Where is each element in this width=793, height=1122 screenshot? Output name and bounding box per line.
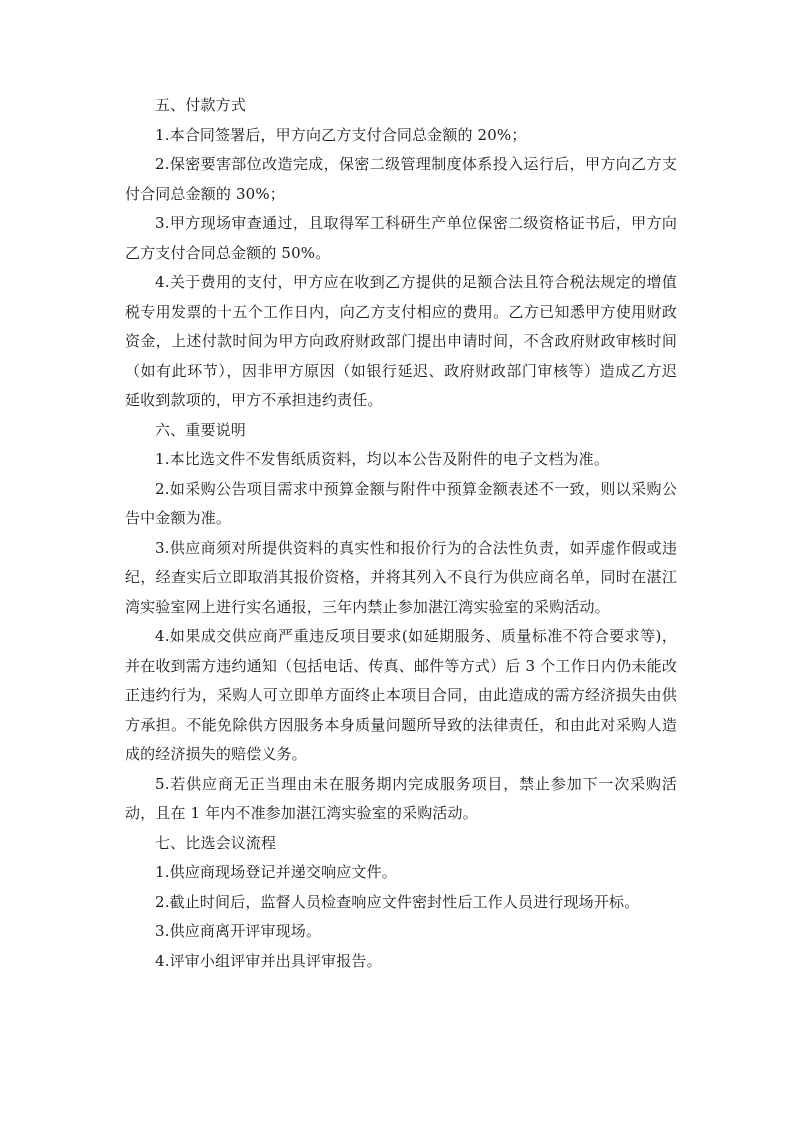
section-heading-meeting-process: 七、比选会议流程 <box>155 833 277 852</box>
section-heading-payment: 五、付款方式 <box>155 96 246 114</box>
notes-clause-3: 3.供应商须对所提供资料的真实性和报价行为的合法性负责，如弄虚作假或违纪，经查实后立即取消其报价资格，并将其列入不良行为供应商名单，同时在湛江湾实验室网上进行实名通报，三年内禁止参加湛江湾实验室的采购活动。 <box>125 538 677 616</box>
notes-clause-5: 5.若供应商无正当理由未在服务期内完成服务项目，禁止参加下一次采购活动，且在 1 年内不准参加湛江湾实验室的采购活动。 <box>125 774 677 822</box>
document-body <box>125 91 677 976</box>
payment-clause-2: 2.保密要害部位改造完成，保密二级管理制度体系投入运行后，甲方向乙方支付合同总金额的 30%； <box>125 155 677 203</box>
section-heading-important-notes: 六、重要说明 <box>155 420 246 439</box>
notes-clause-2: 2.如采购公告项目需求中预算金额与附件中预算金额表述不一致，则以采购公告中金额为准。 <box>125 479 677 527</box>
process-step-4: 4.评审小组评审并出具评审报告。 <box>155 951 382 970</box>
notes-clause-4: 4.如果成交供应商严重违反项目要求(如延期服务、质量标准不符合要求等)，并在收到需方违约通知（包括电话、传真、邮件等方式）后 3 个工作日内仍未能改正违约行为，采购人可立即单方面终止本项目合同，由此造成的需方经济损失由供方承担。不能免除供方因服务本身质量问题所导致的法律责任，和由此对采购人造成的经济损失的赔偿义务。 <box>125 627 677 763</box>
payment-clause-1: 1.本合同签署后，甲方向乙方支付合同总金额的 20%； <box>155 125 527 144</box>
process-step-2: 2.截止时间后，监督人员检查响应文件密封性后工作人员进行现场开标。 <box>155 892 640 911</box>
payment-clause-3: 3.甲方现场审查通过，且取得军工科研生产单位保密二级资格证书后，甲方向乙方支付合同总金额的 50%。 <box>125 214 677 262</box>
payment-clause-4: 4.关于费用的支付，甲方应在收到乙方提供的足额合法且符合税法规定的增值税专用发票的十五个工作日内，向乙方支付相应的费用。乙方已知悉甲方使用财政资金，上述付款时间为甲方向政府财政部门提出申请时间，不含政府财政审核时间（如有此环节），因非甲方原因（如银行延迟、政府财政部门审核等）造成乙方迟延收到款项的，甲方不承担违约责任。 <box>125 273 677 409</box>
process-step-1: 1.供应商现场登记并递交响应文件。 <box>155 863 397 881</box>
notes-clause-1: 1.本比选文件不发售纸质资料，均以本公告及附件的电子文档为准。 <box>155 450 609 468</box>
process-step-3: 3.供应商离开评审现场。 <box>155 922 322 940</box>
